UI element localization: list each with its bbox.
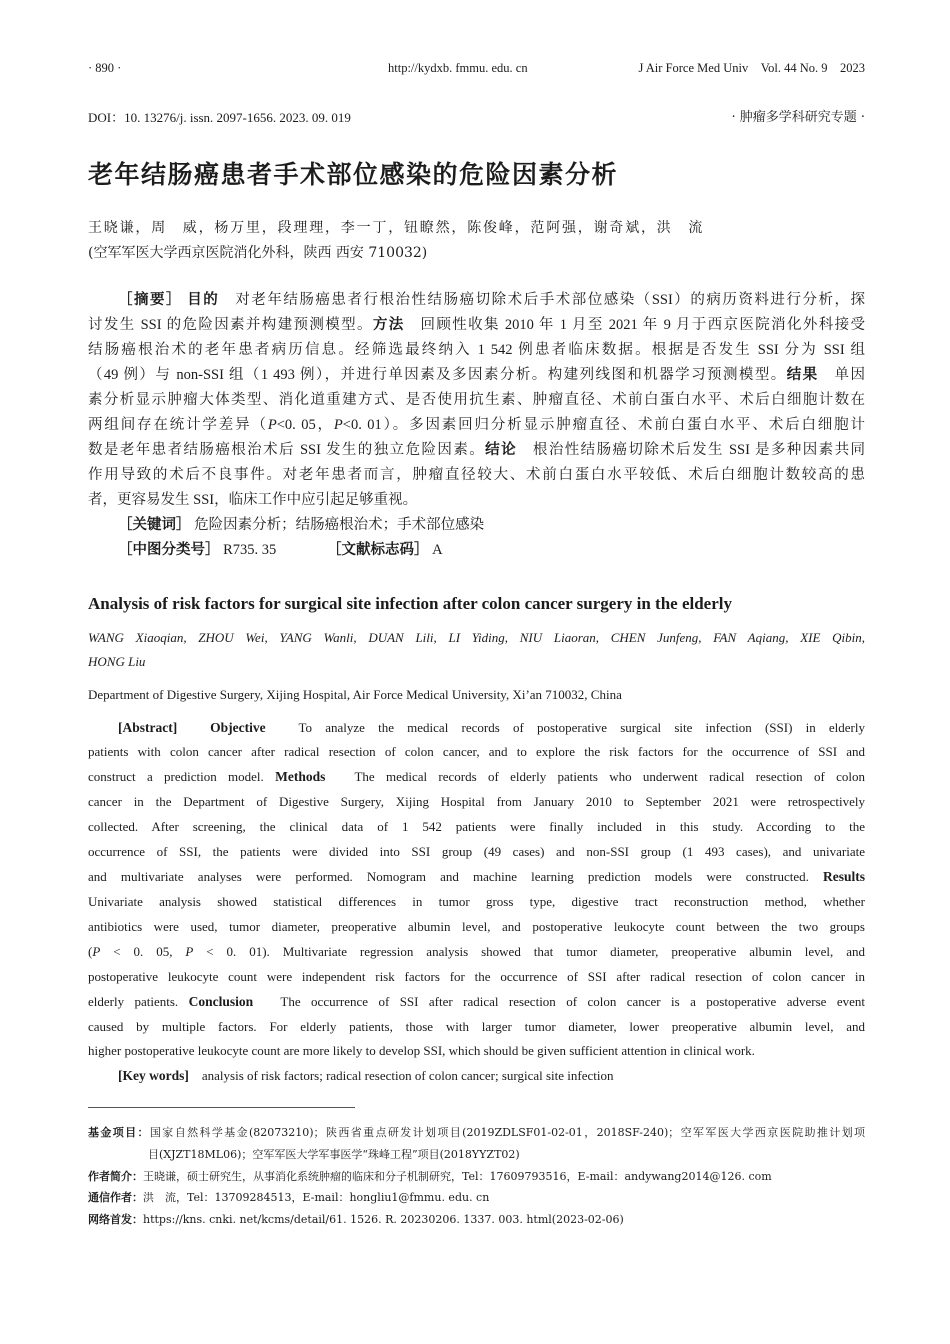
abstract-cn-line xyxy=(88,538,865,563)
affiliation-cn: (空军军医大学西京医院消化外科，陕西 西安 710032) xyxy=(88,245,428,261)
section-label: Conclusion xyxy=(188,993,254,1009)
section-label: Objective xyxy=(210,719,266,735)
text-run: 结肠癌根治术的老年患者病历信息。经筛选最终纳入 1 542 例患者临床数据。根据是否发生 SSI 分为 SSI 组 xyxy=(88,341,865,358)
abstract-en-line xyxy=(88,865,865,890)
affiliation-en: Department of Digestive Surgery, Xijing Hospital, Air Force Medical University, Xi’an 710032, China xyxy=(88,687,622,702)
journal-url: http://kydxb. fmmu. edu. cn xyxy=(388,61,528,75)
text-run: 讨发生 SSI 的危险因素并构建预测模型。 xyxy=(88,316,373,333)
footnote-text: 王晓谦，硕士研究生，从事消化系统肿瘤的临床和分子机制研究，Tel：17609793516，E-mail：andywang2014@126. com xyxy=(143,1169,772,1183)
text-run: <0. 01）。多因素回归分析显示肿瘤直径、术前白蛋白水平、术后白细胞计 xyxy=(342,416,865,433)
text-run xyxy=(177,720,210,735)
abstract-en-line xyxy=(88,965,865,990)
section-label: ［摘要］ xyxy=(118,291,183,308)
section-label: ［关键词］ xyxy=(118,517,191,534)
section-label: ［文献标志码］ xyxy=(334,542,429,559)
abstract-cn-line xyxy=(88,313,865,338)
abstract-en-line xyxy=(88,840,865,865)
abstract-cn-line xyxy=(88,363,865,388)
footnote-text: https://kns. cnki. net/kcms/detail/61. 1526. R. 20230206. 1337. 003. html(2023-02-06) xyxy=(143,1213,624,1226)
stat-symbol: P xyxy=(333,416,343,433)
abstract-en-line xyxy=(88,940,865,965)
footnote-text: 国家自然科学基金(82073210)；陕西省重点研发计划项目(2019ZDLSF01-02-01，2018SF-240)；空军军医大学西京医院助推计划项 xyxy=(149,1126,865,1139)
authors-en-line xyxy=(88,626,865,650)
text-run: 危险因素分析；结肠癌根治术；手术部位感染 xyxy=(190,517,485,534)
text-run: 者，更容易发生 SSI，临床工作中应引起足够重视。 xyxy=(88,492,418,509)
authors-en-line xyxy=(88,650,865,674)
text-run: 对老年结肠癌患者行根治性结肠癌切除术后手术部位感染（SSI）的病历资料进行分析，探 xyxy=(219,291,865,308)
section-label: Results xyxy=(822,869,865,885)
footnote-label: 作者简介： xyxy=(88,1169,143,1183)
abstract-en-line xyxy=(88,716,865,741)
text-run: and multivariate analyses were performed. Nomogram and machine learning prediction models were constructed. xyxy=(88,869,823,885)
text-run: Univariate analysis showed statistical differences in tumor gross type, digestive tract reconstruction method, whether xyxy=(88,893,865,909)
abstract-cn-line xyxy=(88,438,865,463)
text-run: patients with colon cancer after radical resection of colon cancer, and to explore the risk factors for the occurrence of SSI and xyxy=(88,744,865,760)
text-run: 素分析显示肿瘤大体类型、消化道重建方式、是否使用抗生素、肿瘤直径、术前白蛋白水平、术后白细胞计数在 xyxy=(88,391,865,408)
running-header xyxy=(88,59,865,77)
journal-citation: J Air Force Med Univ Vol. 44 No. 9 2023 xyxy=(638,61,865,75)
footnote-line xyxy=(88,1166,865,1188)
text-run: <0. 05， xyxy=(276,416,334,433)
footnote-line xyxy=(88,1187,865,1209)
text-run: 单因 xyxy=(818,366,865,383)
abstract-en-line xyxy=(88,1039,865,1064)
footnote-line xyxy=(88,1122,865,1144)
text-run: antibiotics were used, tumor diameter, preoperative albumin level, and postoperative leukocyte count between the two groups xyxy=(88,918,865,934)
abstract-en-line xyxy=(88,740,865,765)
abstract-cn-line xyxy=(88,413,865,438)
text-run: 数是老年患者结肠癌根治术后 SSI 发生的独立危险因素。 xyxy=(88,442,486,459)
text-run: 作用导致的术后不良事件。对老年患者而言，肿瘤直径较大、术前白蛋白水平较低、术后白细胞计数较高的患 xyxy=(88,467,865,484)
text-run: WANG Xiaoqian, ZHOU Wei, YANG Wanli, DUAN Lili, LI Yiding, NIU Liaoran, CHEN Junfeng, FAN Aqiang, XIE Qibin, xyxy=(88,630,865,645)
text-run: higher postoperative leukocyte count are more likely to develop SSI, which should be given sufficient attention in clinical work. xyxy=(88,1043,755,1059)
section-label: ［中图分类号］ xyxy=(118,542,220,559)
text-run: R735. 35 xyxy=(219,542,335,559)
section-label: 方法 xyxy=(372,316,405,333)
text-run: （49 例）与 non-SSI 组（1 493 例），并进行单因素及多因素分析。构建列线图和机器学习预测模型。 xyxy=(88,366,787,383)
text-run: ( xyxy=(88,943,93,959)
text-run: construct a prediction model. xyxy=(88,769,276,785)
text-run: occurrence of SSI, the patients were divided into SSI group (49 cases) and non-SSI group (1 493 cases), and univariate xyxy=(88,844,865,860)
footnote-text: 洪 流，Tel：13709284513，E-mail：hongliu1@fmmu. edu. cn xyxy=(143,1191,490,1205)
section-label: 结果 xyxy=(786,366,819,383)
text-run: 根治性结肠癌切除术后发生 SSI 是多种因素共同 xyxy=(517,442,865,459)
stat-symbol: P xyxy=(92,943,101,959)
text-run: elderly patients. xyxy=(88,993,189,1009)
footnotes xyxy=(88,1122,865,1231)
text-run: analysis of risk factors; radical resection of colon cancer; surgical site infection xyxy=(188,1068,614,1084)
column-label: · 肿瘤多学科研究专题 · xyxy=(731,110,865,125)
abstract-en-line xyxy=(88,790,865,815)
text-run: postoperative leukocyte count were independent risk factors for the occurrence of SSI after radical resection of colon cancer in xyxy=(88,968,865,984)
abstract-en-line xyxy=(88,815,865,840)
abstract-en-line xyxy=(88,765,865,790)
text-run: To analyze the medical records of postoperative surgical site infection (SSI) in elderly xyxy=(265,719,865,735)
text-run: < 0. 05, xyxy=(100,943,186,959)
abstract-cn-line xyxy=(88,513,865,538)
text-run: 两组间存在统计学差异（ xyxy=(88,416,268,433)
text-run: caused by multiple factors. For elderly patients, those with larger tumor diameter, lower preoperative albumin level, and xyxy=(88,1018,865,1034)
section-label: 目的 xyxy=(187,291,220,308)
footnote-text: 目(XJZT18ML06)；空军军医大学军事医学“珠峰工程”项目(2018YYZT02) xyxy=(148,1147,520,1161)
footnote-line xyxy=(88,1209,865,1231)
authors-cn: 王晓谦，周 威，杨万里，段理理，李一丁，钮瞭然，陈俊峰，范阿强，谢奇斌，洪 流 xyxy=(88,220,705,236)
authors-en xyxy=(88,626,865,674)
abstract-en-line xyxy=(88,990,865,1015)
section-label: 结论 xyxy=(485,442,517,459)
footnote-label: 网络首发： xyxy=(88,1213,143,1226)
text-run: collected. After screening, the clinical data of 1 542 patients were finally included in this study. According to the xyxy=(88,819,865,835)
page-number: · 890 · xyxy=(88,61,122,75)
text-run: < 0. 01). Multivariate regression analysis showed that tumor diameter, preoperative albumin level, and xyxy=(193,943,865,959)
footnote-label: 基金项目： xyxy=(88,1126,150,1139)
doi-row xyxy=(88,109,865,127)
text-run: 回顾性收集 2010 年 1 月至 2021 年 9 月于西京医院消化外科接受 xyxy=(404,316,865,333)
title-en: Analysis of risk factors for surgical site infection after colon cancer surgery in the elderly xyxy=(88,594,732,613)
stat-symbol: P xyxy=(185,943,194,959)
abstract-cn-line xyxy=(88,288,865,313)
text-run: The occurrence of SSI after radical resection of colon cancer is a postoperative adverse event xyxy=(253,993,865,1009)
section-label: [Abstract] xyxy=(118,719,178,735)
abstract-en-line xyxy=(88,1015,865,1040)
text-run: cancer in the Department of Digestive Surgery, Xijing Hospital from January 2010 to September 2021 were retrospectively xyxy=(88,794,865,810)
section-label: [Key words] xyxy=(118,1068,189,1084)
abstract-en-line xyxy=(88,915,865,940)
stat-symbol: P xyxy=(267,416,277,433)
abstract-en xyxy=(88,716,865,1090)
abstract-cn-line xyxy=(88,463,865,488)
abstract-en-line xyxy=(88,1064,865,1089)
abstract-en-line xyxy=(88,890,865,915)
text-run: The medical records of elderly patients who underwent radical resection of colon xyxy=(325,769,865,785)
text-run: HONG Liu xyxy=(88,654,146,669)
section-label: Methods xyxy=(275,769,326,785)
abstract-cn xyxy=(88,288,865,564)
doi: DOI：10. 13276/j. issn. 2097-1656. 2023. 09. 019 xyxy=(88,110,351,125)
abstract-cn-line xyxy=(88,338,865,363)
abstract-cn-line xyxy=(88,488,865,513)
footnote-line xyxy=(88,1144,865,1166)
title-cn: 老年结肠癌患者手术部位感染的危险因素分析 xyxy=(88,160,619,189)
abstract-cn-line xyxy=(88,388,865,413)
footnote-label: 通信作者： xyxy=(88,1191,143,1205)
text-run: A xyxy=(428,542,443,559)
footnote-divider xyxy=(88,1107,355,1108)
